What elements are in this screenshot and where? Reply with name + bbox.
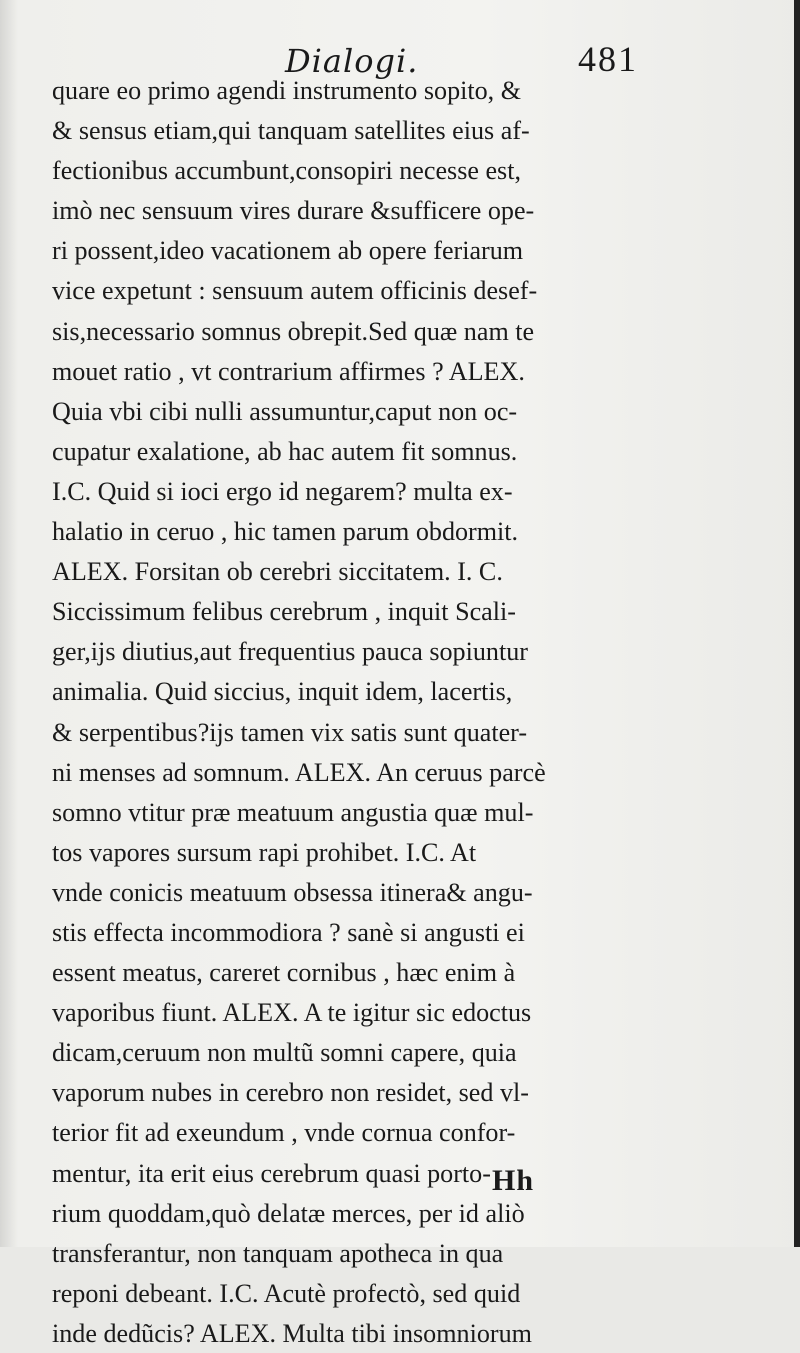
- text-line: rium quoddam,quò delatæ merces, per id aliò: [52, 1197, 525, 1228]
- text-line: terior fit ad exeundum , vnde cornua confor-: [52, 1117, 516, 1148]
- text-line: vice expetunt : sensuum autem officinis desef-: [52, 275, 538, 306]
- text-line: sis,necessario somnus obrepit.Sed quæ nam te: [52, 315, 535, 346]
- text-line: Quia vbi cibi nulli assumuntur,caput non oc-: [52, 395, 518, 426]
- text-line: & serpentibus?ijs tamen vix satis sunt quater-: [52, 716, 528, 747]
- text-line: tos vapores sursum rapi prohibet. I.C. At: [52, 836, 477, 867]
- text-line: ALEX. Forsitan ob cerebri siccitatem. I. C.: [52, 556, 503, 587]
- text-line: I.C. Quid si ioci ergo id negarem? multa ex-: [52, 475, 513, 506]
- text-line: dicam,ceruum non multũ somni capere, quia: [52, 1037, 517, 1068]
- text-line: ri possent,ideo vacationem ab opere feriarum: [52, 235, 524, 266]
- text-line: cupatur exalatione, ab hac autem fit somnus.: [52, 435, 518, 466]
- text-line: ni menses ad somnum. ALEX. An ceruus parcè: [52, 756, 546, 787]
- page-edge-shadow: [794, 0, 800, 1247]
- text-line: fectionibus accumbunt,consopiri necesse est,: [52, 155, 521, 186]
- text-line: imò nec sensuum vires durare &sufficere ope-: [52, 195, 535, 226]
- body-text: [52, 70, 652, 1353]
- text-line: Siccissimum felibus cerebrum , inquit Scali-: [52, 596, 516, 627]
- text-line: ger,ijs diutius,aut frequentius pauca sopiuntur: [52, 636, 528, 667]
- text-line: essent meatus, careret cornibus , hæc enim à: [52, 957, 516, 988]
- text-line: vaporum nubes in cerebro non residet, sed vl-: [52, 1077, 529, 1108]
- text-line: animalia. Quid siccius, inquit idem, lacertis,: [52, 676, 513, 707]
- text-line: vaporibus fiunt. ALEX. A te igitur sic edoctus: [52, 997, 532, 1028]
- text-line: stis effecta incommodiora ? sanè si angusti ei: [52, 916, 525, 947]
- running-head: Dialogi.: [285, 42, 419, 80]
- text-line: inde dedũcis? ALEX. Multa tibi insomniorum: [52, 1317, 532, 1348]
- text-line: halatio in ceruo , hic tamen parum obdormit.: [52, 516, 519, 547]
- text-line: somno vtitur præ meatuum angustia quæ mul-: [52, 796, 534, 827]
- text-line: reponi debeant. I.C. Acutè profectò, sed quid: [52, 1277, 521, 1308]
- text-line: mouet ratio , vt contrarium affirmes ? ALEX.: [52, 355, 525, 386]
- signature-mark: Hh: [492, 1164, 535, 1197]
- text-line: vnde conicis meatuum obsessa itinera& angu-: [52, 876, 533, 907]
- text-line: mentur, ita erit eius cerebrum quasi porto-: [52, 1157, 491, 1188]
- text-line: & sensus etiam,qui tanquam satellites eius af-: [52, 115, 530, 146]
- text-line: quare eo primo agendi instrumento sopito, &: [52, 75, 522, 105]
- text-line: transferantur, non tanquam apotheca in qua: [52, 1237, 504, 1268]
- page-number: 481: [578, 39, 638, 79]
